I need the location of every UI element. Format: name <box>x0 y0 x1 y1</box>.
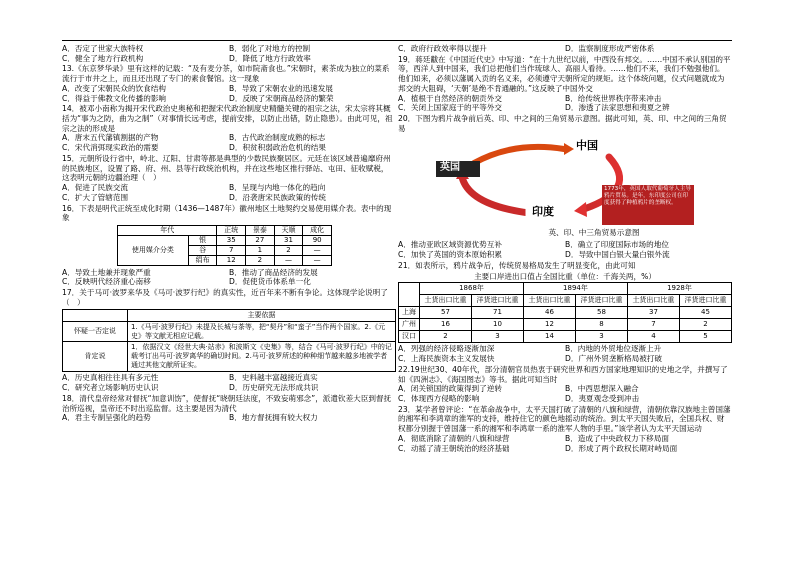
q16-cell: 谷 <box>188 245 217 255</box>
q16-head-col: 正统 <box>217 225 246 235</box>
q18-option-d[interactable]: D．监察制度形成严密体系 <box>565 44 655 53</box>
q21-cell: 37 <box>627 307 679 319</box>
q21-option-c[interactable]: C．上海民族资本主义发展快 <box>398 354 495 364</box>
q21-year: 1868年 <box>420 283 524 295</box>
q16-option-c[interactable]: C．反映明代经济重心南移 <box>62 277 151 287</box>
q17-head: 主要依据 <box>128 309 396 321</box>
q17-row-label: 肯定说 <box>63 342 128 372</box>
q21-subhead: 土货出口比重 <box>627 295 679 307</box>
q15-option-c[interactable]: C．扩大了管辖范围 <box>62 192 129 202</box>
question-15 <box>62 154 396 203</box>
question-16 <box>62 204 396 288</box>
q15-option-b[interactable]: B．呈现与内地一体化的趋向 <box>229 183 326 193</box>
q17-option-c[interactable]: C．研究者立场影响历史认识 <box>62 383 159 393</box>
q16-cell: 31 <box>274 235 303 245</box>
q17-row-label: 怀疑一否定说 <box>63 321 128 342</box>
q21-subhead: 洋货进口比重 <box>472 295 524 307</box>
question-17 <box>62 288 396 393</box>
q16-cell: 绢布 <box>188 255 217 265</box>
q16-cell: 1 <box>246 245 275 255</box>
q21-cell: 46 <box>523 307 575 319</box>
q21-cell: 4 <box>627 331 679 343</box>
q16-head-col: 成化 <box>303 225 332 235</box>
q16-option-a[interactable]: A．导致土地兼并现象严重 <box>62 267 151 277</box>
q13-option-c[interactable]: C．得益于佛教文化传播的影响 <box>62 93 167 103</box>
node-england: 英国 <box>440 162 460 174</box>
q21-table-title: 主要口岸进出口值占全国比重（单位：千海关两，%） <box>474 271 656 281</box>
q21-year: 1894年 <box>523 283 627 295</box>
q19-option-c[interactable]: C．关闭上国家庭于的平等外交 <box>398 103 503 113</box>
q16-head-col: 景泰 <box>246 225 275 235</box>
q18-option-a[interactable]: A．君主专制呈强化的趋势 <box>62 413 151 423</box>
q16-option-b[interactable]: B．推动了商品经济的发展 <box>229 267 318 277</box>
q16-head-era: 年代 <box>118 225 217 235</box>
q15-option-d[interactable]: D．沿袭唐宋民族政策的传统 <box>229 192 326 202</box>
diagram-caption: 英、印、中三角贸易示意图 <box>548 228 640 238</box>
q12-options <box>62 44 396 63</box>
q17-option-d[interactable]: D．历史研究无法形成共识 <box>229 383 319 393</box>
q21-cell: 14 <box>523 331 575 343</box>
q17-row-text: 1.《马可·波罗行纪》未提及长城与茶等，把“契丹”和“蛮子”当作两个国家。2.《元史》等文献无相应记载。 <box>128 321 396 342</box>
q22-option-c[interactable]: C．体现西方侵略的影响 <box>398 393 480 403</box>
q16-group-label: 使用媒介分类 <box>118 235 189 265</box>
q14-option-b[interactable]: B．古代政治制度成熟的标志 <box>229 133 326 143</box>
q16-cell: — <box>303 255 332 265</box>
q16-cell: 35 <box>217 235 246 245</box>
header-rule <box>62 40 732 41</box>
q21-cell: 58 <box>575 307 627 319</box>
q18-option-b[interactable]: B．地方督抚拥有较大权力 <box>229 413 318 423</box>
triangle-trade-diagram <box>434 135 694 240</box>
q21-cell: 3 <box>472 331 524 343</box>
q20-stem: 20．下图为鸦片战争前后英、印、中之间的三角贸易示意图。据此可知，英、印、中之间的三角贸易 <box>398 114 727 133</box>
question-21 <box>398 261 732 364</box>
q13-option-a[interactable]: A．改变了宋朝民众的饮食结构 <box>62 83 166 93</box>
q22-option-d[interactable]: D．夷夏观念受到冲击 <box>565 393 640 403</box>
q17-head-empty <box>63 309 128 321</box>
q14-stem: 14．被邓小南称为揭开宋代政治史奥秘和把握宋代政治制度史精髓关键的祖宗之法，宋太宗将其概括为“事为之防，曲为之制”（对事情长远考虑，提前安排，以防止出错，防止隐患）。由此可见，祖宗之法的形成是 <box>62 104 393 133</box>
q21-port: 汉口 <box>399 331 420 343</box>
q19-option-b[interactable]: B．给传统世界秩序带来冲击 <box>565 93 662 103</box>
q23-option-b[interactable]: B．造成了中央政权力下移局面 <box>565 433 669 443</box>
q16-stem: 16．下表是明代正统至成化时期（1436—1487年）徽州地区土地契约交易使用媒介表。表中的现象 <box>62 203 392 223</box>
question-23 <box>398 405 732 454</box>
left-column <box>62 44 396 424</box>
q14-option-a[interactable]: A．唐末五代藩镇割据的产物 <box>62 133 159 143</box>
q17-table <box>62 309 396 373</box>
q16-cell: 2 <box>274 245 303 255</box>
q12-option-c[interactable]: C．健全了地方行政机构 <box>62 53 144 63</box>
q19-option-a[interactable]: A．植根于自然经济的朝贡外交 <box>398 93 502 103</box>
q21-cell: 2 <box>420 331 472 343</box>
q16-cell: 12 <box>217 255 246 265</box>
q16-cell: 90 <box>303 235 332 245</box>
q21-year: 1928年 <box>627 283 731 295</box>
q17-option-a[interactable]: A．历史真相往往具有多元性 <box>62 373 159 383</box>
q19-stem: 19．蒋廷黻在《中国近代史》中写道：“在十九世纪以前，中西没有邦交。……中国不承认别国的平等，西洋人到中国来，我们总把他们当作琉球人、高丽人看待。……他们不来，我们不勉强他们。他们如来，必须以藩属入贡的名义来，必须遵守天朝所定的规矩。这个体统问题，仪式问题就成为邦交的大阻碍，‘天朝’是绝不肯通融的。”这反映了中国外交 <box>398 54 731 93</box>
q16-cell: — <box>274 255 303 265</box>
node-india: 印度 <box>532 205 554 219</box>
q21-cell: 57 <box>420 307 472 319</box>
q17-option-b[interactable]: B．史料越丰富越接近真实 <box>229 373 318 383</box>
q22-option-b[interactable]: B．中西思想深入融合 <box>565 384 639 394</box>
q23-option-a[interactable]: A．彻底消除了清朝的八旗和绿营 <box>398 433 510 443</box>
q20-option-c[interactable]: C．加快了英国的资本原始积累 <box>398 250 503 260</box>
q16-cell: 27 <box>246 235 275 245</box>
q23-option-d[interactable]: D．形成了两个政权长期对峙局面 <box>565 443 678 453</box>
question-22 <box>398 365 732 404</box>
trade-arrows-svg <box>434 135 694 227</box>
q16-cell: — <box>303 245 332 255</box>
q21-subhead: 洋货进口比重 <box>679 295 731 307</box>
q21-corner <box>399 283 420 307</box>
q21-subhead: 土货出口比重 <box>523 295 575 307</box>
q21-subhead: 洋货进口比重 <box>575 295 627 307</box>
question-13 <box>62 64 396 103</box>
q21-cell: 8 <box>575 319 627 331</box>
right-column <box>398 44 732 454</box>
arrow-india-to-england <box>462 177 529 213</box>
q21-port: 广州 <box>399 319 420 331</box>
q13-stem: 13.《东京梦华录》里有这样的记载：“及有麦分茶，如市院斋食也。”宋朝时，素茶成为独立的菜系流行于市井之上，而且还出现了专门的素食餐馆。这一现象 <box>62 64 390 84</box>
q16-table <box>117 225 332 266</box>
question-14 <box>62 104 396 153</box>
q13-option-b[interactable]: B．导致了宋朝农业的迅速发展 <box>229 83 333 93</box>
q14-option-c[interactable]: C．宋代消弭现实政治的需要 <box>62 143 159 153</box>
q19-option-d[interactable]: D．渗透了法家思想和夷夏之辨 <box>565 103 670 113</box>
q21-cell: 16 <box>420 319 472 331</box>
q16-cell: 7 <box>217 245 246 255</box>
arrow-england-to-china <box>474 147 564 163</box>
diagram-note: 1773年，英国人取代葡萄牙人主导鸦片贸易。是年，东印度公司在印度获得了种植鸦片的垄断权。 <box>604 186 691 207</box>
q21-cell: 2 <box>679 319 731 331</box>
q20-option-b[interactable]: B．确立了印度国际市场的地位 <box>565 240 669 250</box>
q23-stem: 23．某学者曾评论：“在革命战争中，太平天国打破了清朝的八旗和绿营，清朝依靠汉族地主曾国藩的湘军和李鸿章的淮军的支持，维持住它的颜色地摇动的统治。到太平天国失败后，全国兵权、财权都分别握于曾国藩一系的湘军和李鸿章一系的淮军人物的手里。”该学者认为太平天国运动 <box>398 404 731 434</box>
q15-option-a[interactable]: A．促进了民族交流 <box>62 183 128 193</box>
q21-cell: 12 <box>523 319 575 331</box>
q16-head-col: 天顺 <box>274 225 303 235</box>
q21-cell: 10 <box>472 319 524 331</box>
q16-option-d[interactable]: D．促使货币体系单一化 <box>229 277 311 287</box>
q21-subhead: 土货出口比重 <box>420 295 472 307</box>
q12-option-a[interactable]: A．否定了世家大族特权 <box>62 44 144 53</box>
q22-stem: 22.19世纪30、40年代，部分清朝官员热衷于研究世界和西方国家地理知识的史地之学，并撰写了如《四洲志》、《海国图志》等书。据此可知当时 <box>398 364 728 384</box>
q21-cell: 7 <box>627 319 679 331</box>
q23-option-c[interactable]: C．动摇了清王朝统治的经济基础 <box>398 443 510 453</box>
q15-stem: 15．元朝所设行省中，岭北、辽阳、甘肃等都是典型的少数民族聚居区。元廷在该区域普遍靡府州的民族地区，设置了路、府、州、县等行政统治机构，并在这些地区推行驿站、屯田、征收赋税，这表明元朝的边疆治理（ ） <box>62 153 391 183</box>
q12-option-d[interactable]: D．降低了地方行政效率 <box>229 53 311 63</box>
q20-option-d[interactable]: D．导致中国白银大量白银外流 <box>565 250 670 260</box>
q13-option-d[interactable]: D．反映了宋朝商品经济的繁荣 <box>229 93 334 103</box>
q21-port: 上海 <box>399 307 420 319</box>
question-19 <box>398 55 732 113</box>
q18-option-c[interactable]: C．政府行政效率得以提升 <box>398 44 487 53</box>
question-20 <box>398 114 732 260</box>
q21-cell: 3 <box>575 331 627 343</box>
q18-options-cont <box>398 44 732 54</box>
q22-option-a[interactable]: A．闭关锁国的政策得到了逆转 <box>398 384 502 394</box>
q21-stem: 21．如表所示，鸦片战争后，传统贸易格局发生了明显变化，由此可知 <box>398 260 636 270</box>
arrowhead-china <box>564 143 574 155</box>
q16-cell: 银 <box>188 235 217 245</box>
q21-option-d[interactable]: D．广州外贸垄断格局被打破 <box>565 354 662 364</box>
arrowhead-india <box>574 202 587 217</box>
q18-stem: 18．清代皇帝经常对督抚“加意训饬”，使督抚“晓朝廷法度，不致妄萌邪念”，派遣钦差大臣到督抚治所巡视，皇帝还不时出巡监督。这主要是因为清代 <box>62 393 392 413</box>
q12-option-b[interactable]: B．弱化了对地方的控制 <box>229 44 311 53</box>
q17-row-text: 1．依据汉文《经世大典·站赤》和波斯文《史集》等，结合《马可·波罗行纪》中的记载考订出马可·波罗离华的确切时间。2.马可·波罗所述的种种细节越来越多地被学者通过其他文献所证实。 <box>128 342 396 372</box>
question-18 <box>62 394 396 423</box>
q21-option-a[interactable]: A．列强的经济侵略逐渐加深 <box>398 344 495 354</box>
q17-stem: 17．关于马可·波罗来华及《马可·波罗行纪》的真实性，近百年来不断有争论。这体现学论说明了（ ） <box>62 288 388 307</box>
q21-cell: 5 <box>679 331 731 343</box>
q21-table <box>398 282 732 343</box>
node-china: 中国 <box>576 139 598 153</box>
q16-cell: 2 <box>246 255 275 265</box>
q20-option-a[interactable]: A．推动亚欧区域资源优势互补 <box>398 240 502 250</box>
q21-cell: 45 <box>679 307 731 319</box>
q21-cell: 71 <box>472 307 524 319</box>
q14-option-d[interactable]: D．积贫积弱政治危机的结果 <box>229 143 326 153</box>
q21-option-b[interactable]: B．内地的外贸地位逐渐上升 <box>565 344 662 354</box>
